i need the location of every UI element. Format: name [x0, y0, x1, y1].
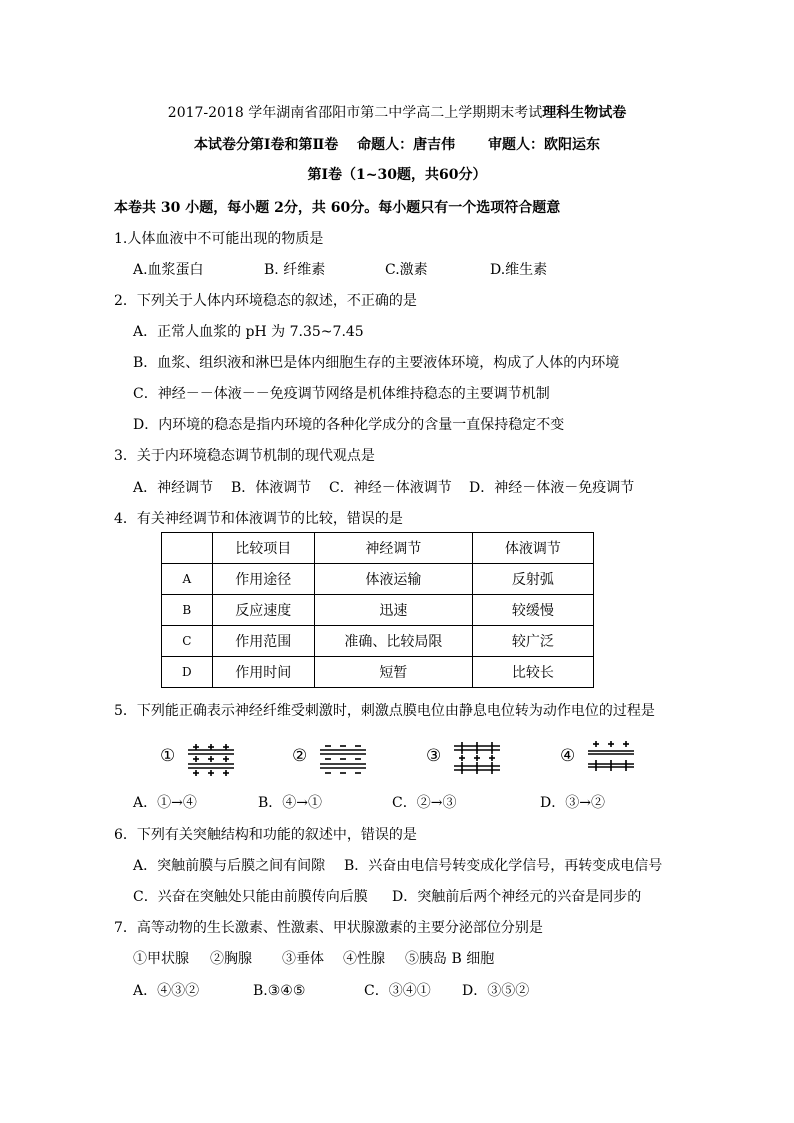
- table-header-cell: 体液调节: [472, 533, 593, 564]
- question-2-option-a: A．正常人血浆的 pH 为 7.35~7.45: [133, 324, 364, 340]
- table-cell: 比较长: [472, 657, 593, 688]
- table-cell: 较广泛: [472, 626, 593, 657]
- table-row: [162, 595, 594, 626]
- table-cell: 短暂: [314, 657, 472, 688]
- question-5-option-b: B．④→①: [258, 795, 323, 811]
- question-6-option-c: C．兴奋在突触处只能由前膜传向后膜: [133, 889, 368, 905]
- question-1-stem: 1.人体血液中不可能出现的物质是: [114, 231, 324, 247]
- question-6-option-b: B．兴奋由电信号转变成化学信号，再转变成电信号: [344, 858, 663, 874]
- question-7-stem: 7．高等动物的生长激素、性激素、甲状腺激素的主要分泌部位分别是: [114, 920, 543, 936]
- table-cell: 反应速度: [212, 595, 314, 626]
- question-1-option-b: B. 纤维素: [264, 262, 326, 278]
- membrane-diagram-4: [586, 738, 638, 778]
- table-row: [162, 626, 594, 657]
- question-7-item-4: ④性腺: [343, 951, 385, 967]
- question-2-stem: 2．下列关于人体内环境稳态的叙述，不正确的是: [114, 293, 417, 309]
- section-title: 第Ⅰ卷（1~30题，共60分）: [307, 167, 487, 183]
- question-7-item-2: ②胸腺: [210, 951, 252, 967]
- table-cell: 迅速: [314, 595, 472, 626]
- question-3-option-a: A．神经调节: [133, 480, 214, 496]
- table-header-cell: 神经调节: [314, 533, 472, 564]
- question-1-option-a: A.血浆蛋白: [133, 262, 204, 278]
- question-6-option-d: D．突触前后两个神经元的兴奋是同步的: [392, 889, 642, 905]
- figure-4-number: ④: [560, 746, 576, 766]
- table-cell: 作用范围: [212, 626, 314, 657]
- question-5-option-a: A．①→④: [133, 795, 197, 811]
- question-2-option-d: D．内环境的稳态是指内环境的各种化学成分的含量一直保持稳定不变: [133, 417, 565, 433]
- figure-1-number: ①: [160, 746, 176, 766]
- figure-3-number: ③: [426, 746, 442, 766]
- question-7-item-5: ⑤胰岛 B 细胞: [405, 951, 495, 967]
- membrane-diagram-1: [186, 738, 238, 778]
- table-header-row: [162, 533, 594, 564]
- membrane-diagram-3: [452, 738, 504, 778]
- table-row: [162, 564, 594, 595]
- question-7-option-a: A．④③②: [133, 983, 200, 999]
- exam-title: [0, 104, 794, 122]
- question-3-stem: 3．关于内环境稳态调节机制的现代观点是: [114, 448, 375, 464]
- question-1-option-d: D.维生素: [490, 262, 548, 278]
- question-7-item-3: ③垂体: [282, 951, 324, 967]
- question-7-item-1: ①甲状腺: [133, 951, 189, 967]
- exam-title-bold: 理科生物试卷: [542, 105, 627, 121]
- table-cell: 准确、比较局限: [314, 626, 472, 657]
- question-7-option-d: D．③⑤②: [462, 983, 530, 999]
- instructions: 本卷共 30 小题，每小题 2分，共 60分。每小题只有一个选项符合题意: [114, 200, 561, 216]
- table-cell: 作用时间: [212, 657, 314, 688]
- table-cell: 反射弧: [472, 564, 593, 595]
- table-row: [162, 657, 594, 688]
- question-3-option-d: D．神经－体液－免疫调节: [469, 480, 635, 496]
- question-7-option-c: C．③④①: [364, 983, 431, 999]
- comparison-table: [161, 532, 594, 688]
- table-header-cell: 比较项目: [212, 533, 314, 564]
- question-6-option-a: A．突触前膜与后膜之间有间隙: [133, 858, 326, 874]
- question-2-option-b: B．血浆、组织液和淋巴是体内细胞生存的主要液体环境，构成了人体的内环境: [133, 355, 620, 371]
- table-cell: A: [162, 564, 213, 595]
- table-header-cell: [162, 533, 213, 564]
- table-cell: B: [162, 595, 213, 626]
- question-5-stem: 5．下列能正确表示神经纤维受刺激时，刺激点膜电位由静息电位转为动作电位的过程是: [114, 703, 655, 719]
- table-cell: 较缓慢: [472, 595, 593, 626]
- exam-meta: 本试卷分第Ⅰ卷和第Ⅱ卷 命题人：唐吉伟 审题人：欧阳运东: [193, 137, 601, 153]
- question-3-option-c: C．神经－体液调节: [329, 480, 452, 496]
- figure-2-number: ②: [292, 746, 308, 766]
- question-4-stem: 4．有关神经调节和体液调节的比较，错误的是: [114, 511, 403, 527]
- table-cell: 作用途径: [212, 564, 314, 595]
- question-5-option-d: D．③→②: [540, 795, 605, 811]
- question-3-option-b: B．体液调节: [231, 480, 312, 496]
- table-cell: C: [162, 626, 213, 657]
- table-cell: 体液运输: [314, 564, 472, 595]
- membrane-diagram-2: [318, 738, 370, 778]
- question-1-option-c: C.激素: [385, 262, 428, 278]
- question-6-stem: 6．下列有关突触结构和功能的叙述中，错误的是: [114, 827, 417, 843]
- exam-title-plain: 2017-2018 学年湖南省邵阳市第二中学高二上学期期末考试: [167, 105, 543, 121]
- question-5-option-c: C．②→③: [392, 795, 457, 811]
- table-cell: D: [162, 657, 213, 688]
- question-2-option-c: C．神经－－体液－－免疫调节网络是机体维持稳态的主要调节机制: [133, 386, 550, 402]
- question-7-option-b: B.③④⑤: [253, 983, 306, 999]
